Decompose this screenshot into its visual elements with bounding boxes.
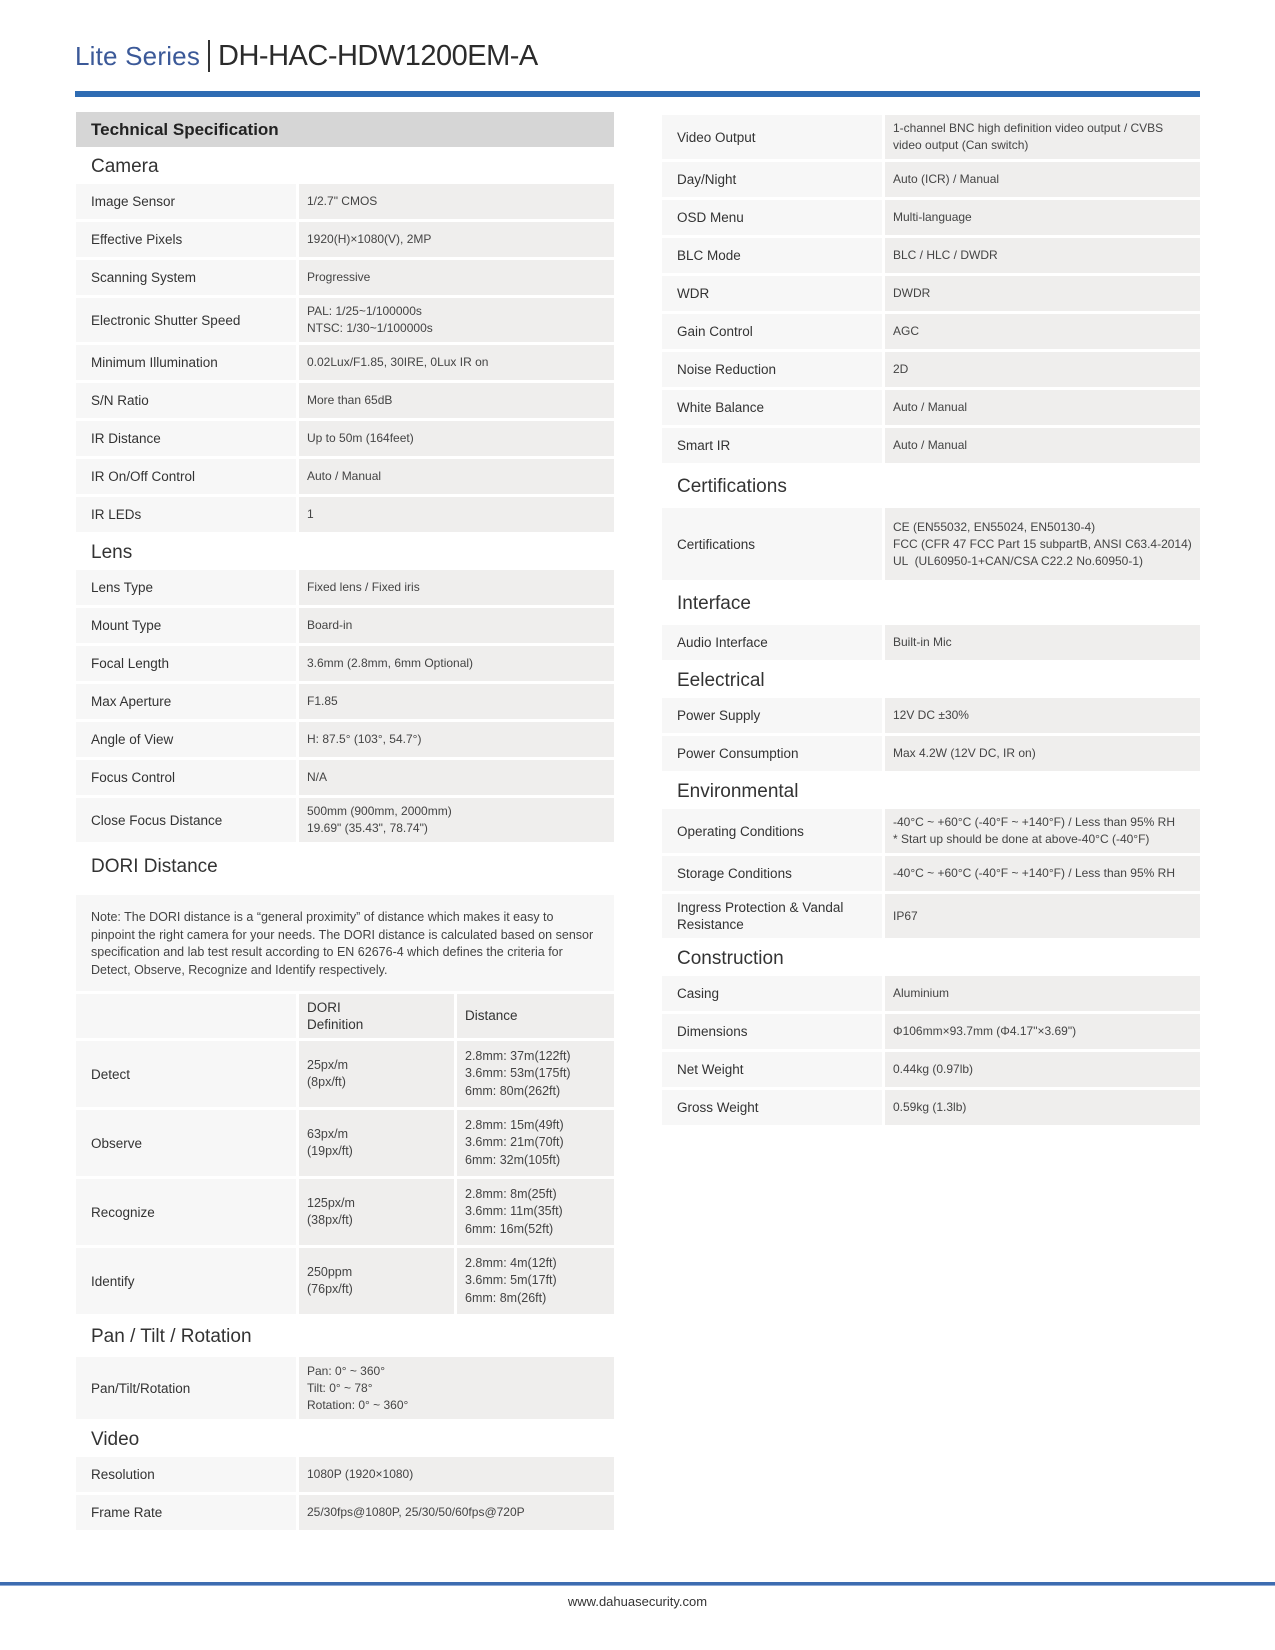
spec-label: Ingress Protection & Vandal Resistance (662, 894, 882, 938)
spec-row (76, 345, 614, 380)
section-camera: Camera (91, 155, 159, 177)
spec-banner: Technical Specification (76, 112, 614, 147)
spec-value: Auto / Manual (299, 459, 614, 494)
spec-label: BLC Mode (662, 238, 882, 273)
spec-row (662, 390, 1200, 425)
dori-header-distance: Distance (457, 994, 614, 1038)
spec-row (662, 856, 1200, 891)
spec-value: -40°C ~ +60°C (-40°F ~ +140°F) / Less than 95% RH (885, 856, 1200, 891)
spec-value: 12V DC ±30% (885, 698, 1200, 733)
spec-row (76, 1457, 614, 1492)
spec-row (662, 200, 1200, 235)
spec-value: Auto (ICR) / Manual (885, 162, 1200, 197)
spec-label: Lens Type (76, 570, 296, 605)
spec-row (662, 508, 1200, 580)
spec-value: 0.44kg (0.97lb) (885, 1052, 1200, 1087)
spec-row (76, 1495, 614, 1530)
spec-label: WDR (662, 276, 882, 311)
spec-row (662, 976, 1200, 1011)
spec-label: IR Distance (76, 421, 296, 456)
spec-value: 0.02Lux/F1.85, 30IRE, 0Lux IR on (299, 345, 614, 380)
spec-row (76, 260, 614, 295)
spec-row (76, 608, 614, 643)
spec-value: 1 (299, 497, 614, 532)
dori-note: Note: The DORI distance is a “general proximity” of distance which makes it easy to pinpoint the right camera for your needs. The DORI distance is calculated based on sensor specification and lab test result according to EN 62676-4 which defines the criteria for Detect, Observe, Recognize and Identify respectively. (76, 895, 614, 991)
spec-label: S/N Ratio (76, 383, 296, 418)
spec-value: 3.6mm (2.8mm, 6mm Optional) (299, 646, 614, 681)
dori-level: Detect (76, 1041, 296, 1107)
spec-row (662, 352, 1200, 387)
footer-rule (0, 1582, 1275, 1586)
spec-row (76, 798, 614, 842)
spec-row (76, 383, 614, 418)
spec-value: N/A (299, 760, 614, 795)
spec-row (76, 222, 614, 257)
spec-row (662, 162, 1200, 197)
spec-label: Pan/Tilt/Rotation (76, 1357, 296, 1419)
spec-row (662, 625, 1200, 660)
section-video: Video (91, 1428, 140, 1450)
dori-distance: 2.8mm: 15m(49ft) 3.6mm: 21m(70ft) 6mm: 32m(105ft) (457, 1110, 614, 1176)
section-dori: DORI Distance (91, 856, 218, 877)
spec-value: Φ106mm×93.7mm (Φ4.17"×3.69") (885, 1014, 1200, 1049)
series-name: Lite Series (75, 40, 201, 71)
spec-row (662, 238, 1200, 273)
dori-level: Recognize (76, 1179, 296, 1245)
spec-label: Image Sensor (76, 184, 296, 219)
spec-label: Frame Rate (76, 1495, 296, 1530)
section-interface: Interface (677, 593, 751, 614)
spec-value: 0.59kg (1.3lb) (885, 1090, 1200, 1125)
spec-label: Audio Interface (662, 625, 882, 660)
spec-row (662, 314, 1200, 349)
spec-label: Day/Night (662, 162, 882, 197)
header-rule (75, 91, 1200, 97)
spec-value: Max 4.2W (12V DC, IR on) (885, 736, 1200, 771)
spec-label: Focus Control (76, 760, 296, 795)
dori-header-definition: DORI Definition (299, 994, 454, 1038)
spec-label: Minimum Illumination (76, 345, 296, 380)
dori-row (76, 1248, 614, 1314)
spec-row (662, 809, 1200, 853)
spec-row (76, 760, 614, 795)
spec-row (662, 428, 1200, 463)
spec-label: Angle of View (76, 722, 296, 757)
spec-row (662, 736, 1200, 771)
spec-value: Pan: 0° ~ 360° Tilt: 0° ~ 78° Rotation: 0° ~ 360° (299, 1357, 614, 1419)
left-column (76, 112, 614, 1533)
spec-label: Max Aperture (76, 684, 296, 719)
spec-row (76, 1357, 614, 1419)
spec-label: Gain Control (662, 314, 882, 349)
section-environmental: Environmental (677, 780, 799, 802)
spec-label: Video Output (662, 115, 882, 159)
spec-label: Mount Type (76, 608, 296, 643)
dori-row (76, 1179, 614, 1245)
spec-value: 1080P (1920×1080) (299, 1457, 614, 1492)
spec-label: Close Focus Distance (76, 798, 296, 842)
footer-website-link[interactable]: www.dahuasecurity.com (567, 1594, 708, 1609)
spec-label: IR On/Off Control (76, 459, 296, 494)
spec-value: Multi-language (885, 200, 1200, 235)
spec-value: Aluminium (885, 976, 1200, 1011)
section-construction: Construction (677, 947, 784, 969)
spec-row (662, 698, 1200, 733)
spec-row (76, 459, 614, 494)
dori-definition: 25px/m (8px/ft) (299, 1041, 454, 1107)
spec-label: OSD Menu (662, 200, 882, 235)
dori-definition: 63px/m (19px/ft) (299, 1110, 454, 1176)
spec-row (76, 298, 614, 342)
spec-label: Effective Pixels (76, 222, 296, 257)
spec-label: Smart IR (662, 428, 882, 463)
spec-label: Noise Reduction (662, 352, 882, 387)
spec-label: Dimensions (662, 1014, 882, 1049)
spec-value: H: 87.5° (103°, 54.7°) (299, 722, 614, 757)
spec-value: Auto / Manual (885, 428, 1200, 463)
section-lens: Lens (91, 541, 133, 563)
spec-value: CE (EN55032, EN55024, EN50130-4) FCC (CFR 47 FCC Part 15 subpartB, ANSI C63.4-2014) UL (UL60950-1+CAN/CSA C22.2 No.60950-1) (885, 508, 1200, 580)
spec-row (76, 570, 614, 605)
spec-value: Up to 50m (164feet) (299, 421, 614, 456)
dori-header-blank (76, 994, 296, 1038)
spec-value: DWDR (885, 276, 1200, 311)
spec-value: Built-in Mic (885, 625, 1200, 660)
spec-value: 1/2.7" CMOS (299, 184, 614, 219)
spec-label: Certifications (662, 508, 882, 580)
spec-row (662, 1014, 1200, 1049)
spec-label: Power Supply (662, 698, 882, 733)
spec-value: AGC (885, 314, 1200, 349)
spec-value: Board-in (299, 608, 614, 643)
right-column (662, 115, 1200, 1128)
spec-row (662, 276, 1200, 311)
spec-row (76, 421, 614, 456)
spec-value: 1-channel BNC high definition video output / CVBS video output (Can switch) (885, 115, 1200, 159)
spec-value: F1.85 (299, 684, 614, 719)
spec-value: 25/30fps@1080P, 25/30/50/60fps@720P (299, 1495, 614, 1530)
spec-value: Fixed lens / Fixed iris (299, 570, 614, 605)
section-pan-tilt-rotation: Pan / Tilt / Rotation (91, 1326, 252, 1347)
spec-value: BLC / HLC / DWDR (885, 238, 1200, 273)
spec-value: 500mm (900mm, 2000mm) 19.69" (35.43", 78.74") (299, 798, 614, 842)
spec-label: Storage Conditions (662, 856, 882, 891)
dori-level: Identify (76, 1248, 296, 1314)
spec-label: Gross Weight (662, 1090, 882, 1125)
spec-row (76, 497, 614, 532)
section-electrical: Eelectrical (677, 669, 765, 691)
spec-value: PAL: 1/25~1/100000s NTSC: 1/30~1/100000s (299, 298, 614, 342)
spec-row (662, 115, 1200, 159)
spec-label: Power Consumption (662, 736, 882, 771)
document-title (75, 36, 538, 76)
title-separator (208, 40, 210, 72)
spec-row (662, 1090, 1200, 1125)
dori-distance: 2.8mm: 37m(122ft) 3.6mm: 53m(175ft) 6mm: 80m(262ft) (457, 1041, 614, 1107)
spec-row (662, 1052, 1200, 1087)
dori-level: Observe (76, 1110, 296, 1176)
dori-row (76, 1041, 614, 1107)
spec-label: White Balance (662, 390, 882, 425)
model-name: DH-HAC-HDW1200EM-A (218, 39, 538, 72)
dori-distance: 2.8mm: 4m(12ft) 3.6mm: 5m(17ft) 6mm: 8m(26ft) (457, 1248, 614, 1314)
spec-label: Operating Conditions (662, 809, 882, 853)
dori-row (76, 1110, 614, 1176)
spec-label: Net Weight (662, 1052, 882, 1087)
spec-label: Focal Length (76, 646, 296, 681)
spec-label: Scanning System (76, 260, 296, 295)
spec-value: Progressive (299, 260, 614, 295)
dori-definition: 250ppm (76px/ft) (299, 1248, 454, 1314)
spec-value: Auto / Manual (885, 390, 1200, 425)
dori-definition: 125px/m (38px/ft) (299, 1179, 454, 1245)
spec-row (76, 646, 614, 681)
spec-value: IP67 (885, 894, 1200, 938)
spec-label: Casing (662, 976, 882, 1011)
spec-row (76, 184, 614, 219)
spec-row (76, 684, 614, 719)
spec-value: 1920(H)×1080(V), 2MP (299, 222, 614, 257)
spec-value: More than 65dB (299, 383, 614, 418)
dori-header-row (76, 994, 614, 1038)
spec-row (662, 894, 1200, 938)
spec-label: Resolution (76, 1457, 296, 1492)
dori-distance: 2.8mm: 8m(25ft) 3.6mm: 11m(35ft) 6mm: 16m(52ft) (457, 1179, 614, 1245)
spec-value: -40°C ~ +60°C (-40°F ~ +140°F) / Less than 95% RH * Start up should be done at above-40°C (-40°F) (885, 809, 1200, 853)
spec-label: IR LEDs (76, 497, 296, 532)
spec-label: Electronic Shutter Speed (76, 298, 296, 342)
spec-value: 2D (885, 352, 1200, 387)
spec-row (76, 722, 614, 757)
section-certifications: Certifications (677, 476, 787, 497)
